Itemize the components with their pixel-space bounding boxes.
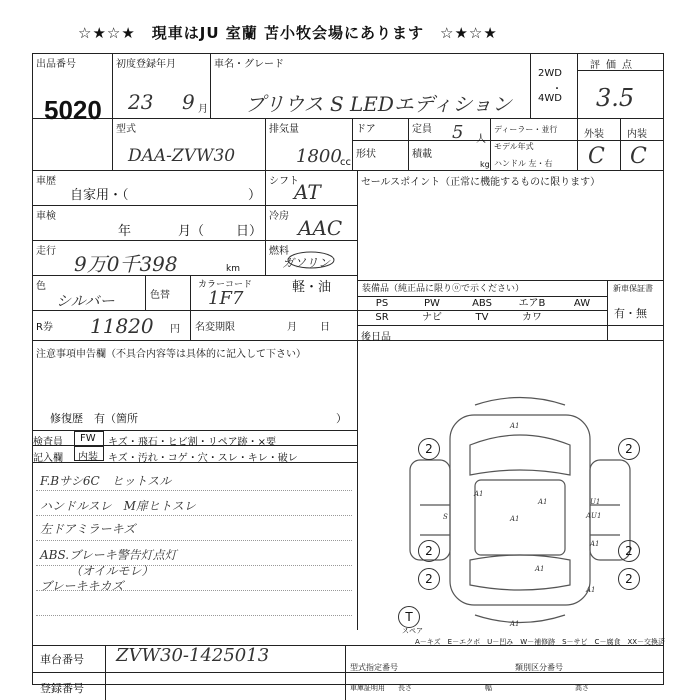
color-label: 色 xyxy=(36,281,46,292)
recycle-label: R券 xyxy=(36,322,53,333)
name-change-label: 名変期限 xyxy=(195,322,235,333)
exterior-grade: C xyxy=(588,144,605,169)
cert-label: 車庫証明用 xyxy=(350,684,385,692)
type-number-label: 型式指定番号 xyxy=(350,663,398,672)
drive-dot: ・ xyxy=(552,84,562,95)
inspection-year: 年 xyxy=(118,224,132,239)
equipment-item: AW xyxy=(573,298,591,309)
displacement-unit: cc xyxy=(340,157,351,168)
equipment-item: SR xyxy=(375,312,389,323)
width-label: 幅 xyxy=(485,684,492,692)
registration-month: 9 xyxy=(182,90,195,114)
sales-point-label: セールスポイント（正常に機能するものに限ります） xyxy=(361,177,601,188)
color-code-label: カラーコード xyxy=(198,280,253,290)
displacement-value: 1800 xyxy=(296,146,342,167)
length-label: 長さ xyxy=(398,684,412,692)
handwritten-note: 左ドアミラーキズ xyxy=(40,522,136,536)
shape-label: 形状 xyxy=(356,149,376,160)
handwritten-note: （オイルモレ） xyxy=(70,564,154,578)
handwritten-note: F.Bサシ6C ヒットスル xyxy=(40,474,172,488)
damage-code: A1 xyxy=(510,422,520,430)
aircon-value: AAC xyxy=(298,216,343,240)
dealer-import-label: ディーラー・並行 xyxy=(494,125,558,134)
name-change-day: 日 xyxy=(320,322,330,333)
damage-code: A1 xyxy=(535,565,545,573)
reg-number-label: 登録番号 xyxy=(40,682,84,695)
rear-seat-label: 後日品 xyxy=(361,332,391,343)
color-code: 1F7 xyxy=(208,288,244,309)
equipment-item: TV xyxy=(475,312,489,323)
diagram-mark-circle: 2 xyxy=(618,568,640,590)
load-unit: kg xyxy=(480,160,490,169)
evaluation-label: 評価点 xyxy=(590,60,638,71)
handwritten-note: ハンドルスレ M扉ヒトスレ xyxy=(40,499,196,513)
fuel-value: ガソリン xyxy=(282,256,331,270)
inspector-row-1: キズ・飛石・ヒビ割・リペア跡・×要 xyxy=(108,437,276,448)
drive-4wd: 4WD xyxy=(538,93,562,104)
warranty-label: 新車保証書 xyxy=(613,284,653,293)
model-value: DAA-ZVW30 xyxy=(128,146,236,166)
recycle-unit: 円 xyxy=(170,324,180,335)
vehicle-name-label: 車名・グレード xyxy=(214,59,284,70)
displacement-label: 排気量 xyxy=(269,124,299,135)
equipment-item: ABS xyxy=(472,298,492,309)
interior-label: 内装 xyxy=(627,129,647,140)
lot-number: 5020 xyxy=(44,95,102,125)
load-label: 積載 xyxy=(412,149,432,160)
damage-code: A1 xyxy=(538,498,548,506)
equipment-item: カワ xyxy=(522,312,542,323)
shift-value: AT xyxy=(294,180,321,204)
diagram-mark-circle: T xyxy=(398,606,420,628)
model-label: 型式 xyxy=(116,124,136,135)
model-year-label: モデル年式 xyxy=(494,142,534,151)
handwritten-note: ブレーキキカズ xyxy=(40,579,124,593)
mileage-unit: km xyxy=(226,264,240,274)
diagram-mark-circle: 2 xyxy=(618,540,640,562)
diagram-mark-circle: 2 xyxy=(418,540,440,562)
class-number-label: 類別区分番号 xyxy=(515,663,563,672)
diagram-mark-circle: 2 xyxy=(418,568,440,590)
color-value: シルバー xyxy=(56,292,115,310)
aircon-label: 冷房 xyxy=(269,211,289,222)
lot-label: 出品番号 xyxy=(36,59,76,70)
fuel-label: 燃料 xyxy=(269,246,289,257)
damage-code: A1 xyxy=(510,620,520,628)
vehicle-name: プリウス S LEDエディション xyxy=(245,92,512,116)
capacity-value: 5 xyxy=(452,122,464,143)
fuel-circle xyxy=(286,250,336,270)
capacity-label: 定員 xyxy=(412,124,432,135)
usage-close: ） xyxy=(248,188,262,203)
handle-label: ハンドル 左・右 xyxy=(494,159,553,168)
evaluation-score: 3.5 xyxy=(596,84,635,112)
car-diagram xyxy=(380,385,660,635)
damage-code: S xyxy=(443,513,448,521)
drive-2wd: 2WD xyxy=(538,68,562,79)
equipment-item: PS xyxy=(375,298,389,309)
damage-code: A1 xyxy=(590,540,600,548)
registration-label: 初度登録年月 xyxy=(116,59,176,70)
registration-year: 23 xyxy=(128,90,154,114)
inspector-label-1: 検査員 xyxy=(33,437,63,448)
doors-label: ドア xyxy=(356,124,376,135)
equipment-item: ナビ xyxy=(422,312,442,323)
equipment-item: PW xyxy=(424,298,440,309)
inspector-label-2: 記入欄 xyxy=(33,453,63,464)
handwritten-note: ABS.ブレーキ警告灯点灯 xyxy=(40,548,177,562)
chassis-value: ZVW30-1425013 xyxy=(116,645,270,666)
warranty-value: 有・無 xyxy=(614,307,647,320)
inspector-row-2: キズ・汚れ・コゲ・穴・スレ・キレ・破レ xyxy=(108,453,298,464)
diagram-legend: A－キズ E－エクボ U－凹み W－補修跡 S－サビ C－腐食 XX－交換済 xyxy=(415,638,666,646)
fuel-value2: 軽・油 xyxy=(292,280,332,295)
damage-code: A1 xyxy=(474,490,484,498)
repair-close: ） xyxy=(336,412,347,425)
notes-label: 注意事項申告欄（不具合内容等は具体的に記入して下さい） xyxy=(36,349,306,360)
mileage-label: 走行 xyxy=(36,246,56,257)
damage-code: AU1 xyxy=(586,512,602,520)
capacity-unit: 人 xyxy=(476,134,486,145)
header-title: ☆★☆★ 現車はJU 室蘭 苫小牧会場にあります ☆★☆★ xyxy=(78,24,498,42)
equipment-label: 装備品（純正品に限りⓞで示ください） xyxy=(362,284,525,294)
damage-code: U1 xyxy=(590,498,601,506)
chassis-label: 車台番号 xyxy=(40,653,84,666)
equipment-item: エアB xyxy=(518,298,546,309)
diagram-mark-circle: 2 xyxy=(418,438,440,460)
inspector-box-1: FW xyxy=(80,433,96,444)
usage-value: 自家用・（ xyxy=(70,188,129,203)
diagram-mark-circle: 2 xyxy=(618,438,640,460)
color-change-label: 色替 xyxy=(150,290,170,301)
height-label: 高さ xyxy=(575,684,589,692)
exterior-label: 外装 xyxy=(584,129,604,140)
inspection-day: 日） xyxy=(236,224,263,239)
damage-code: A1 xyxy=(586,586,596,594)
repair-label: 修復歴 有（箇所 xyxy=(50,412,138,425)
recycle-value: 11820 xyxy=(90,314,154,338)
shift-label: シフト xyxy=(269,176,299,187)
spare-label: スペア xyxy=(402,627,423,635)
registration-month-unit: 月 xyxy=(198,104,208,115)
interior-grade: C xyxy=(630,144,647,169)
damage-code: A1 xyxy=(510,515,520,523)
mileage-value: 9万0千398 xyxy=(74,252,178,276)
usage-label: 車歴 xyxy=(36,176,56,187)
inspector-box-2: 内装 xyxy=(78,452,98,463)
name-change-month: 月 xyxy=(287,322,297,333)
inspection-month: 月（ xyxy=(178,224,205,239)
inspection-label: 車検 xyxy=(36,211,56,222)
